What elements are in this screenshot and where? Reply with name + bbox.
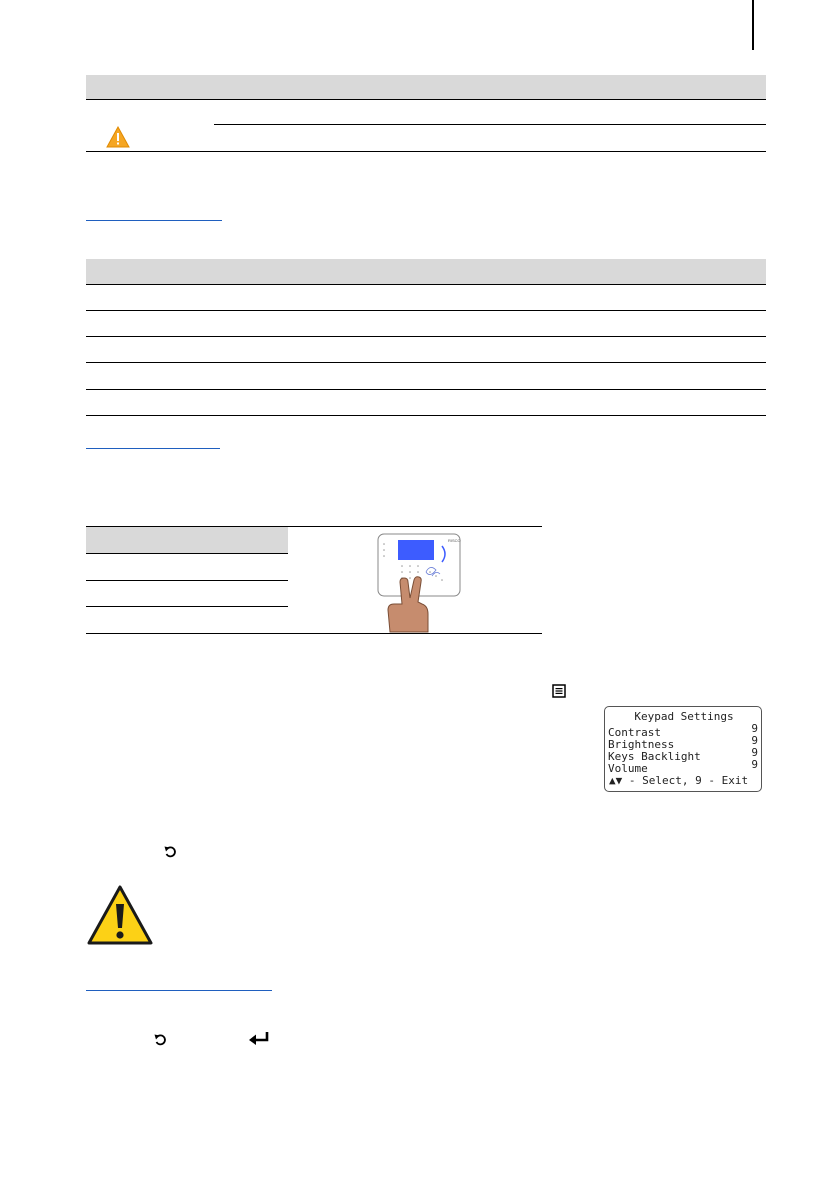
lcd-item-value: 9	[751, 722, 758, 735]
lcd-item-label: Volume	[608, 762, 648, 775]
page-edge-marker	[752, 0, 754, 50]
table-rule	[214, 124, 766, 125]
lcd-footer: ▲▼ - Select, 9 - Exit	[609, 774, 749, 787]
table-rule	[86, 633, 542, 634]
lcd-menu-item	[608, 722, 758, 739]
lcd-title: Keypad Settings	[634, 710, 734, 723]
warning-triangle-large-icon	[86, 884, 154, 946]
lcd-item-label: Brightness	[608, 738, 675, 751]
lcd-item-value: 9	[751, 734, 758, 747]
table-row	[86, 284, 766, 285]
section-link-underline	[86, 990, 272, 991]
lcd-menu-item	[608, 746, 758, 763]
table-row	[86, 606, 288, 607]
section-link-underline	[86, 220, 222, 221]
table-header-row	[86, 259, 766, 284]
section-link-underline	[86, 448, 220, 449]
menu-list-icon	[552, 684, 566, 698]
keypad-two-finger-press-icon	[372, 532, 464, 634]
warning-triangle-small-icon	[106, 126, 130, 148]
table-row	[86, 415, 766, 416]
enter-return-icon	[248, 1031, 270, 1045]
table-row	[86, 580, 288, 581]
table-rule	[86, 151, 766, 152]
lcd-item-value: 9	[751, 758, 758, 771]
table-row	[86, 553, 288, 554]
lcd-item-label: Keys Backlight	[608, 750, 701, 763]
svg-text:RISCO: RISCO	[448, 538, 461, 543]
lcd-item-label: Contrast	[608, 726, 661, 739]
lcd-menu-item	[608, 734, 758, 751]
lcd-item-value: 9	[751, 746, 758, 759]
lcd-menu-item	[608, 758, 758, 775]
table-rule	[86, 99, 766, 100]
lcd-menu-list	[608, 722, 758, 775]
lcd-screen	[604, 706, 762, 792]
undo-arrow-icon	[163, 844, 177, 858]
table-row	[86, 362, 766, 363]
table-row	[86, 310, 766, 311]
table-row	[86, 389, 766, 390]
table-row	[86, 336, 766, 337]
table-header-row	[86, 75, 766, 99]
table-header-row	[86, 527, 288, 553]
undo-arrow-icon	[153, 1032, 167, 1046]
